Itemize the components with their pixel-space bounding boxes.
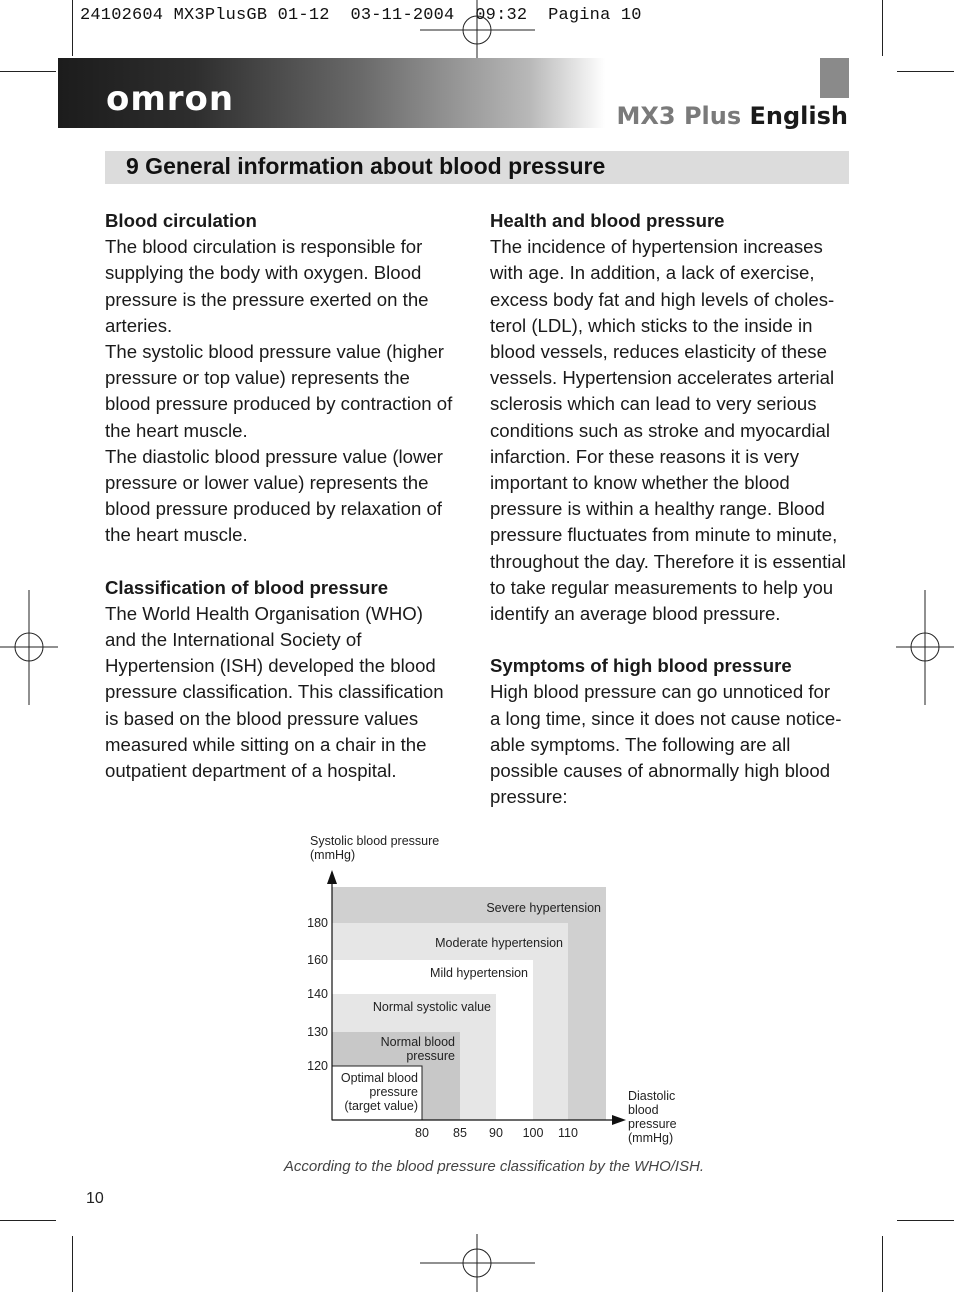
registration-mark-left (0, 590, 58, 705)
paragraph-circulation-1: The blood circulation is responsible for supplying the body with oxygen. Blood pressure is the pressure exerted on the arteries. (105, 236, 429, 336)
chart-caption: According to the blood pressure classification by the WHO/ISH. (283, 1158, 705, 1175)
section-title: 9 General information about blood pressure (126, 153, 606, 179)
paragraph-circulation-2: The systolic blood pressure value (higher pressure or top value) represents the blood pressure produced by contraction of the heart muscle. (105, 341, 453, 441)
x-axis-label: Diastolic blood pressure (mmHg) (628, 1089, 677, 1145)
registration-mark-top (420, 0, 535, 58)
y-tick-label: 120 (307, 1059, 328, 1073)
label-normal-systolic-value: Normal systolic value (372, 1000, 491, 1014)
y-tick-label: 180 (307, 916, 328, 930)
heading-health: Health and blood pressure (490, 210, 725, 231)
paragraph-symptoms: High blood pressure can go unnoticed for a long time, since it does not cause notice- able symptoms. The following are all possible causes of abnormally high blood pressure: (490, 681, 842, 808)
language-label: English (749, 102, 848, 130)
model-title (617, 102, 848, 130)
x-tick-label: 110 (558, 1126, 578, 1140)
right-column (490, 208, 852, 810)
heading-blood-circulation: Blood circulation (105, 210, 257, 231)
registration-mark-right (896, 590, 954, 705)
label-mild-hypertension: Mild hypertension (430, 966, 528, 980)
x-tick-label: 90 (489, 1126, 503, 1140)
y-axis-label: Systolic blood pressure (mmHg) (310, 834, 440, 862)
model-name: MX3 Plus (616, 102, 742, 130)
y-axis-arrow (327, 870, 337, 884)
y-tick-label: 160 (307, 953, 328, 967)
blood-pressure-classification-chart (300, 826, 700, 1156)
print-slug: 24102604 MX3PlusGB 01-12 03-11-2004 09:32 Pagina 10 (80, 6, 642, 25)
left-column (105, 208, 465, 784)
x-tick-label: 80 (415, 1126, 429, 1140)
paragraph-circulation-3: The diastolic blood pressure value (lower pressure or lower value) represents the blood pressure produced by relaxation of the heart muscle. (105, 445, 443, 546)
page-number: 10 (86, 1190, 104, 1207)
x-tick-label: 100 (522, 1126, 544, 1140)
omron-logo (106, 78, 246, 127)
x-axis-arrow (612, 1115, 626, 1125)
label-severe-hypertension: Severe hypertension (486, 901, 601, 915)
paragraph-health: The incidence of hypertension increases with age. In addition, a lack of exercise, excess body fat and high levels of choles- terol (LDL), which sticks to the inside in blood vessels, reduces elasticity of these vessels. Hypertension accelerates arterial sclerosis which can lead to very serious conditions such as stroke and myocardial infarction. For these reasons it is very important to know whether the blood pressure is within a healthy range. Blood pressure fluctuates from minute to minute, throughout the day. Therefore it is essential to take regular measurements to help you identify an average blood pressure. (490, 236, 846, 625)
section-bar (105, 151, 849, 184)
section-tab (820, 58, 849, 98)
heading-symptoms: Symptoms of high blood pressure (490, 655, 792, 677)
paragraph-classification: The World Health Organisation (WHO) and the International Society of Hypertension (ISH) developed the blood pressure classification. This classification is based on the blood pressure values measured while sitting on a chair in the outpatient department of a hospital. (105, 602, 444, 782)
registration-mark-bottom (420, 1234, 535, 1292)
y-tick-label: 140 (307, 987, 328, 1001)
y-tick-label: 130 (307, 1025, 328, 1039)
svg-text:omron: omron (106, 79, 235, 118)
heading-classification: Classification of blood pressure (105, 576, 389, 598)
label-moderate-hypertension: Moderate hypertension (435, 936, 563, 950)
label-normal-blood-pressure: Normal blood pressure (380, 1035, 455, 1063)
x-tick-label: 85 (453, 1126, 467, 1140)
label-optimal-blood-pressure: Optimal blood pressure (target value) (340, 1071, 418, 1113)
